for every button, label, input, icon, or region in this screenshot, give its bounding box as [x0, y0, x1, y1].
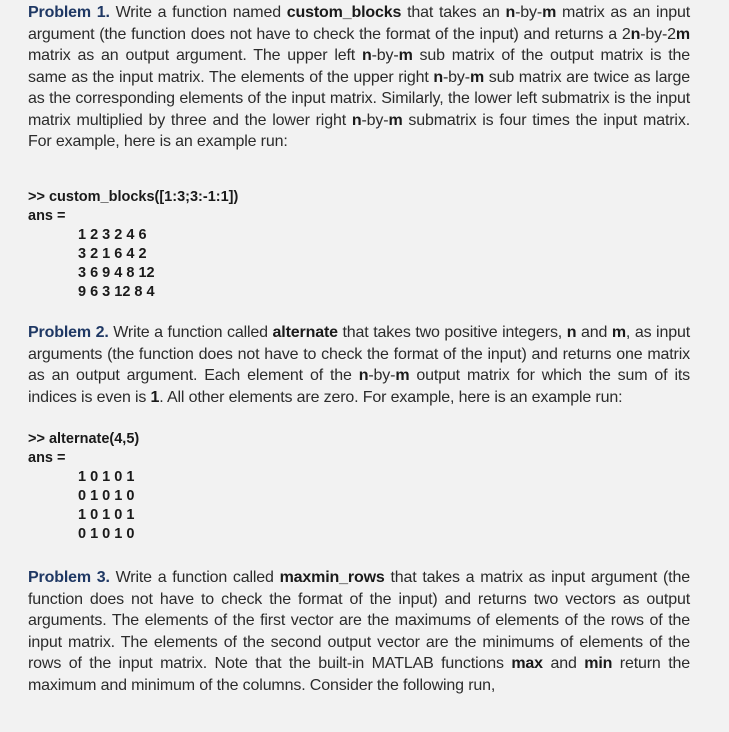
- bold-term: custom_blocks: [286, 4, 402, 21]
- text-segment: submatrix is four times the input matrix. For example, here is an example run:: [28, 111, 690, 150]
- text-segment: . All other elements are zero. For example, here is an example run:: [159, 388, 623, 406]
- bold-term: n: [358, 367, 369, 384]
- text-segment: Write a function named: [109, 4, 287, 21]
- matrix-row: 3 6 9 4 8 12: [78, 265, 155, 281]
- problem-1-example: [28, 188, 238, 302]
- bold-term: m: [469, 68, 485, 86]
- text-segment: matrix as an output argument. The upper left: [28, 47, 362, 64]
- bold-term: max: [511, 655, 543, 672]
- bold-term: m: [611, 324, 626, 341]
- bold-term: n: [630, 25, 641, 43]
- matrix-row: 1 0 1 0 1: [78, 469, 135, 485]
- matrix-row: 9 6 3 12 8 4: [78, 284, 155, 300]
- bold-term: m: [398, 47, 413, 64]
- text-segment: -by-2: [640, 25, 676, 43]
- example-command: >> alternate(4,5): [28, 431, 140, 447]
- text-segment: -by-: [515, 4, 543, 21]
- text-segment: sub matrix of the output matrix is the same as the input matrix. The elements of the upper right: [28, 47, 690, 86]
- bold-term: maxmin_rows: [279, 569, 385, 586]
- text-segment: -by-: [371, 47, 399, 64]
- matrix-row: 1 2 3 2 4 6: [78, 227, 147, 243]
- problem-title: Problem 2.: [28, 324, 109, 341]
- matrix-row: 0 1 0 1 0: [78, 526, 135, 542]
- bold-term: n: [433, 68, 443, 86]
- text-segment: , as input arguments (the function does not have to check the format of the input) and returns one matrix as an output argument. Each element of the: [28, 324, 691, 384]
- bold-term: min: [584, 655, 613, 672]
- problem-3-text: [28, 567, 690, 696]
- text-segment: -by-: [442, 68, 470, 86]
- problem-2-example: [28, 430, 139, 544]
- bold-term: 1: [150, 388, 160, 406]
- text-segment: that takes a matrix as input argument (the function does not have to check the format of the input) and returns two vectors as output arguments. The elements of the first vector are the maximums of elements of the rows of the input matrix. The elements of the second output vector are the minimums of elements of the rows of the input matrix. Note that the built-in MATLAB functions: [28, 569, 690, 672]
- problem-title: Problem 1.: [28, 4, 110, 21]
- bold-term: m: [388, 111, 403, 129]
- bold-term: alternate: [272, 324, 338, 341]
- problem-1-text: [28, 2, 690, 153]
- text-segment: return the maximum and minimum of the columns. Consider the following run,: [28, 655, 690, 694]
- text-segment: -by-: [361, 111, 389, 129]
- bold-term: n: [361, 47, 372, 64]
- text-segment: that takes two positive integers,: [337, 324, 567, 341]
- text-segment: Write a function called: [108, 324, 273, 341]
- example-ans-label: ans =: [28, 450, 66, 466]
- problem-2-text: [28, 322, 690, 408]
- problem-title: Problem 3.: [28, 569, 110, 586]
- text-segment: that takes an: [401, 4, 506, 21]
- bold-term: m: [675, 25, 690, 43]
- matrix-row: 3 2 1 6 4 2: [78, 246, 147, 262]
- example-ans-label: ans =: [28, 208, 66, 224]
- text-segment: and: [542, 655, 585, 672]
- bold-term: m: [542, 4, 557, 21]
- text-segment: matrix as an input argument (the function does not have to check the format of the input) and returns a 2: [28, 4, 690, 43]
- text-segment: Write a function called: [109, 569, 280, 586]
- bold-term: n: [505, 4, 516, 21]
- text-segment: output matrix for which the sum of its indices is even is: [28, 367, 690, 406]
- bold-term: n: [351, 111, 362, 129]
- bold-term: n: [566, 324, 577, 341]
- matrix-row: 1 0 1 0 1: [78, 507, 135, 523]
- text-segment: sub matrix are twice as large as the corresponding elements of the input matrix. Similarly, the lower left submatrix is the input matrix multiplied by three and the lower right: [28, 68, 690, 129]
- text-segment: -by-: [368, 367, 396, 384]
- example-command: >> custom_blocks([1:3;3:-1:1]): [28, 189, 239, 205]
- text-segment: and: [576, 324, 612, 341]
- bold-term: m: [395, 367, 410, 384]
- matrix-row: 0 1 0 1 0: [78, 488, 135, 504]
